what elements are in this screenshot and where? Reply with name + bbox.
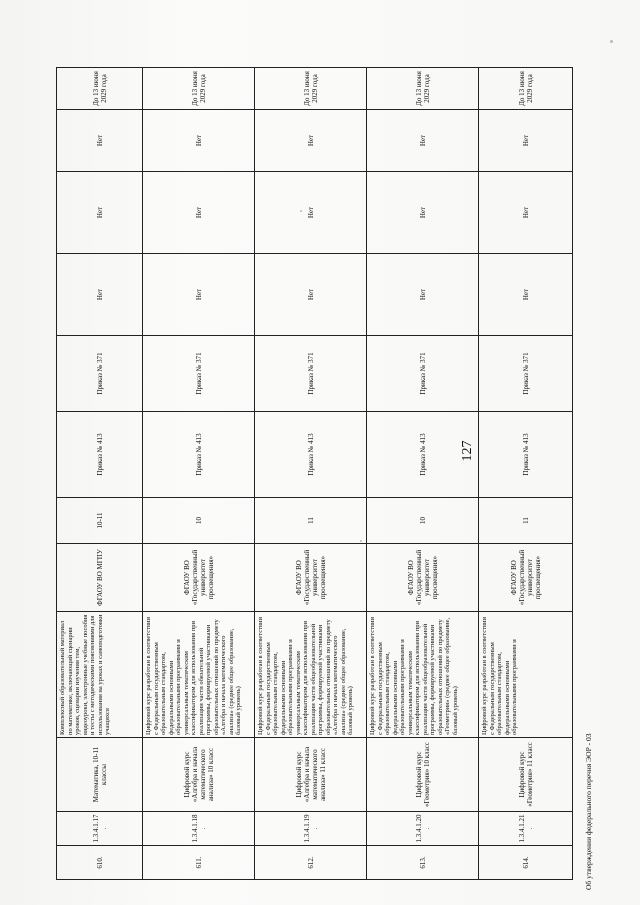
flag-3: Нет: [143, 110, 255, 172]
page-number: 127: [460, 440, 475, 462]
resource-description: Цифровой курс разработан в соответствии с Федеральным государственным образовательным стандартом, федеральными основными образовательными программами и универсальным тематическим классификатором для использования при реализации части общеобразовательной программы, формируемой участниками образовательных отношений по предмету «Геометрия» (среднее общее образование, базовый уровень): [367, 612, 479, 738]
scan-speck: [610, 40, 613, 43]
flag-1: Нет: [479, 254, 573, 336]
order-1: Приказ № 413: [367, 412, 479, 498]
table-row: [57, 68, 143, 880]
resource-name: Цифровой курс «Геометрия» 10 класс: [367, 738, 479, 812]
table-row: [255, 68, 367, 880]
flag-1: Нет: [367, 254, 479, 336]
valid-until: До 13 июня 2029 года: [143, 68, 255, 110]
row-number: 610.: [57, 846, 143, 880]
flag-3: Нет: [255, 110, 367, 172]
order-1: Приказ № 413: [255, 412, 367, 498]
scan-speck: [360, 540, 362, 542]
valid-until: До 13 июня 2029 года: [367, 68, 479, 110]
row-number: 611.: [143, 846, 255, 880]
order-2: Приказ № 371: [143, 336, 255, 412]
row-code: 1.3.4.1.17.: [57, 812, 143, 846]
row-number: 613.: [367, 846, 479, 880]
resource-name: Математика, 10-11 классы: [57, 738, 143, 812]
flag-3: Нет: [57, 110, 143, 172]
organization: ФГАОУ ВО «Государственный университет просвещения»: [143, 544, 255, 612]
grades: 11: [479, 498, 573, 544]
table-row: [143, 68, 255, 880]
row-number: 614.: [479, 846, 573, 880]
order-1: Приказ № 413: [479, 412, 573, 498]
grades: 10-11: [57, 498, 143, 544]
table-row: [367, 68, 479, 880]
resource-name: Цифровой курс «Геометрия» 11 класс: [479, 738, 573, 812]
order-2: Приказ № 371: [255, 336, 367, 412]
row-code: 1.3.4.1.19.: [255, 812, 367, 846]
resource-description: Цифровой курс разработан в соответствии с Федеральным государственным образовательным стандартом, федеральными основными образовательными программами и: [479, 612, 573, 738]
grades: 10: [143, 498, 255, 544]
row-code: 1.3.4.1.18.: [143, 812, 255, 846]
table-row: [479, 68, 573, 880]
flag-2: Нет: [57, 172, 143, 254]
resource-description: Комплексный образовательный материал по математике, включающий сценарии уроков, сценарии изучения тем, видеоуроки, электронные учебные пособия и тесты с методическими пояснениями для использования на уроках и самоподготовки учащихся: [57, 612, 143, 738]
order-1: Приказ № 413: [57, 412, 143, 498]
row-code: 1.3.4.1.20.: [367, 812, 479, 846]
flag-2: Нет: [479, 172, 573, 254]
organization: ФГАОУ ВО МГПУ: [57, 544, 143, 612]
grades: 10: [367, 498, 479, 544]
order-1: Приказ № 413: [143, 412, 255, 498]
flag-2: Нет: [143, 172, 255, 254]
flag-3: Нет: [479, 110, 573, 172]
flag-1: Нет: [57, 254, 143, 336]
flag-1: Нет: [143, 254, 255, 336]
grades: 11: [255, 498, 367, 544]
order-2: Приказ № 371: [367, 336, 479, 412]
resource-description: Цифровой курс разработан в соответствии с Федеральным государственным образовательным стандартом, федеральными основными образовательными программами и универсальным тематическим классификатором для использования при реализации части общеобразовательной программы, формируемой участниками образовательных отношений по предмету «Алгебра и начала математического анализа» (среднее общее образование, базовый уровень): [255, 612, 367, 738]
resource-name: Цифровой курс «Алгебра и начала математического анализа» 11 класс: [255, 738, 367, 812]
flag-2: Нет: [255, 172, 367, 254]
resource-name: Цифровой курс «Алгебра и начала математического анализа» 10 класс: [143, 738, 255, 812]
flag-2: Нет: [367, 172, 479, 254]
row-code: 1.3.4.1.21.: [479, 812, 573, 846]
row-number: 612.: [255, 846, 367, 880]
organization: ФГАОУ ВО «Государственный университет просвещения»: [367, 544, 479, 612]
order-2: Приказ № 371: [57, 336, 143, 412]
flag-1: Нет: [255, 254, 367, 336]
organization: ФГАОУ ВО «Государственный университет просвещения»: [479, 544, 573, 612]
flag-3: Нет: [367, 110, 479, 172]
valid-until: До 13 июня 2029 года: [255, 68, 367, 110]
organization: ФГАОУ ВО «Государственный университет просвещения»: [255, 544, 367, 612]
footnote: Об утверждении федерального перечня ЭОР - 03: [584, 733, 593, 890]
rotated-table-wrapper: [56, 68, 572, 880]
scan-speck: [300, 210, 302, 212]
resources-table: [56, 67, 573, 880]
valid-until: До 13 июня 2029 года: [479, 68, 573, 110]
resource-description: Цифровой курс разработан в соответствии с Федеральным государственным образовательным стандартом, федеральными основными образовательными программами и универсальным тематическим классификатором для использования при реализации части обязательной программы, формируемой участниками образовательных отношений по предмету «Алгебра и начала математического анализа» (среднее общее образование, базовый уровень): [143, 612, 255, 738]
order-2: Приказ № 371: [479, 336, 573, 412]
valid-until: До 13 июня 2029 года: [57, 68, 143, 110]
